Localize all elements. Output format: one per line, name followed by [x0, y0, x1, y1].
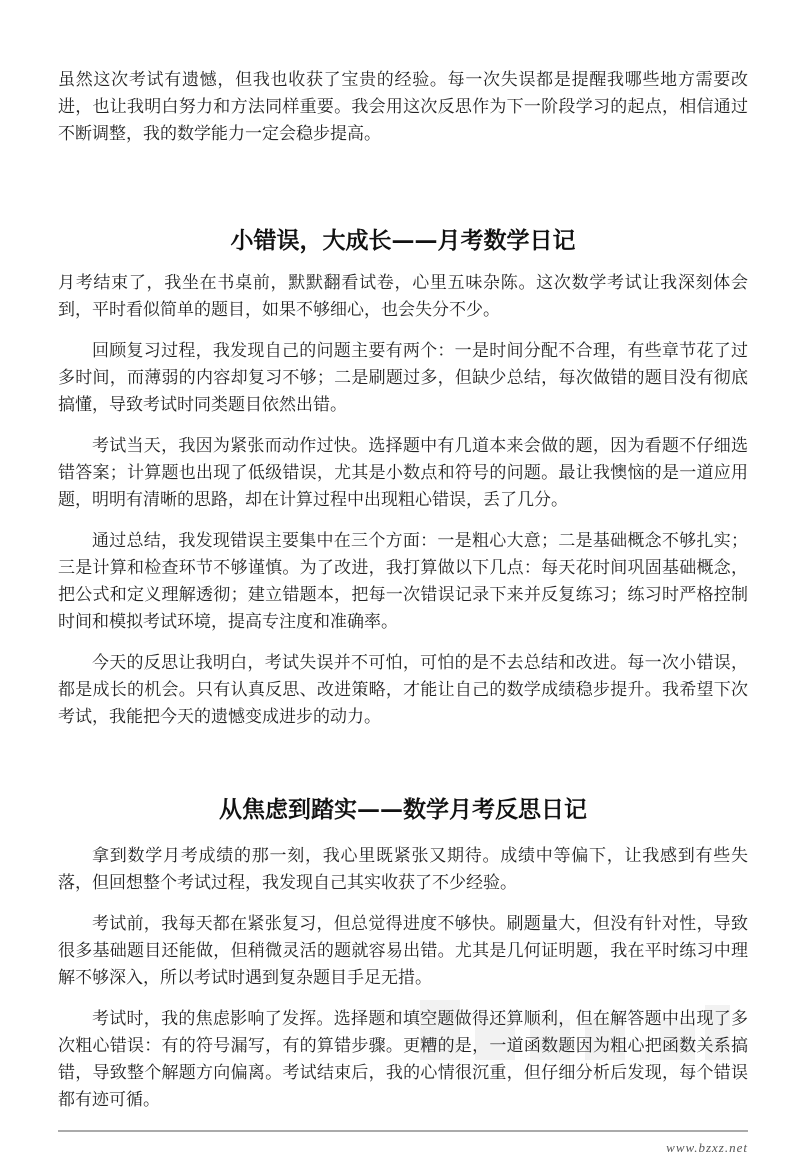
section-1-title: 小错误，大成长——月考数学日记	[230, 227, 576, 254]
section-2-title: 从焦虑到踏实——数学月考反思日记	[219, 796, 587, 823]
paragraph: 考试前，我每天都在紧张复习，但总觉得进度不够快。刷题量大，但没有针对性，导致很多基础题目还能做，但稍微灵活的题就容易出错。尤其是几何证明题，我在平时练习中理解不够深入，所以考试时遇到复杂题目手足无措。	[58, 914, 748, 988]
paragraph: 今天的反思让我明白，考试失误并不可怕，可怕的是不去总结和改进。每一次小错误，都是成长的机会。只有认真反思、改进策略，才能让自己的数学成绩稳步提升。我希望下次考试，我能把今天的遗憾变成进步的动力。	[58, 653, 748, 727]
section-1-body	[58, 270, 748, 731]
section-0-body	[58, 67, 748, 148]
paragraph: 月考结束了，我坐在书桌前，默默翻看试卷，心里五味杂陈。这次数学考试让我深刻体会到，平时看似简单的题目，如果不够细心，也会失分不少。	[58, 273, 748, 320]
paragraph: 拿到数学月考成绩的那一刻，我心里既紧张又期待。成绩中等偏下，让我感到有些失落，但回想整个考试过程，我发现自己其实收获了不少经验。	[58, 846, 748, 893]
paragraph: 虽然这次考试有遗憾，但我也收获了宝贵的经验。每一次失误都是提醒我哪些地方需要改进，也让我明白努力和方法同样重要。我会用这次反思作为下一阶段学习的起点，相信通过不断调整，我的数学能力一定会稳步提高。	[58, 70, 748, 144]
section-2-body	[58, 843, 748, 1114]
footer-divider	[58, 1130, 748, 1132]
footer-site: www.bzxz.net	[666, 1140, 748, 1155]
paragraph: 通过总结，我发现错误主要集中在三个方面：一是粗心大意；二是基础概念不够扎实；三是计算和检查环节不够谨慎。为了改进，我打算做以下几点：每天花时间巩固基础概念，把公式和定义理解透彻；建立错题本，把每一次错误记录下来并反复练习；练习时严格控制时间和模拟考试环境，提高专注度和准确率。	[58, 531, 748, 632]
paragraph: 考试当天，我因为紧张而动作过快。选择题中有几道本来会做的题，因为看题不仔细选错答案；计算题也出现了低级错误，尤其是小数点和符号的问题。最让我懊恼的是一道应用题，明明有清晰的思路，却在计算过程中出现粗心错误，丢了几分。	[58, 436, 748, 510]
paragraph: 回顾复习过程，我发现自己的问题主要有两个：一是时间分配不合理，有些章节花了过多时间，而薄弱的内容却复习不够；二是刷题过多，但缺少总结，每次做错的题目没有彻底搞懂，导致考试时同类题目依然出错。	[58, 341, 748, 415]
paragraph: 考试时，我的焦虑影响了发挥。选择题和填空题做得还算顺利，但在解答题中出现了多次粗心错误：有的符号漏写，有的算错步骤。更糟的是，一道函数题因为粗心把函数关系搞错，导致整个解题方向偏离。考试结束后，我的心情很沉重，但仔细分析后发现，每个错误都有迹可循。	[58, 1009, 748, 1110]
